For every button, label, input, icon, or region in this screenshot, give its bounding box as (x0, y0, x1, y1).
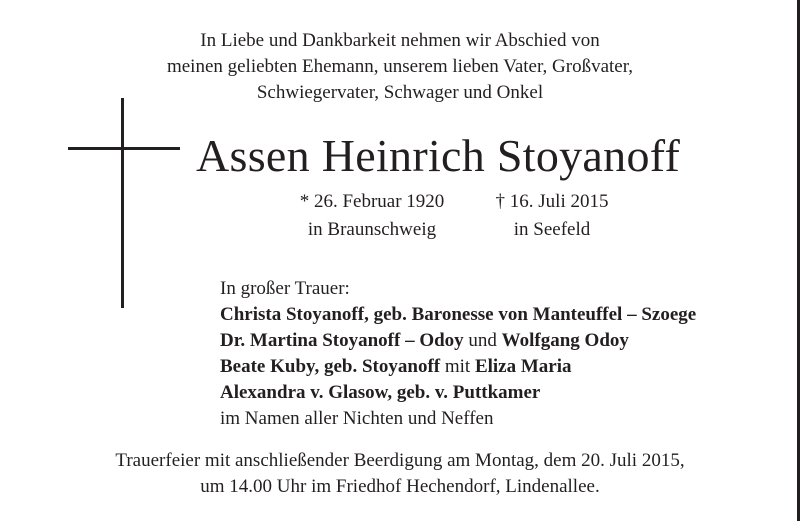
cross-vertical-bar (121, 98, 124, 308)
funeral-line: um 14.00 Uhr im Friedhof Hechendorf, Lindenallee. (200, 476, 600, 497)
intro-text (0, 28, 800, 106)
death-place: in Seefeld (513, 219, 591, 240)
mourner-name: Eliza Maria (474, 356, 572, 377)
birth-place: in Braunschweig (307, 219, 437, 240)
mourner-name: Wolfgang Odoy (501, 330, 629, 351)
funeral-line: Trauerfeier mit anschließender Beerdigung am Montag, dem 20. Juli 2015, (115, 450, 685, 471)
mourners-list (220, 276, 696, 432)
mourners-closing: im Namen aller Nichten und Neffen (220, 408, 494, 429)
birth-date: * 26. Februar 1920 (299, 191, 445, 212)
mourner-connector: und (463, 330, 502, 351)
mourner-line (220, 328, 696, 354)
mourner-name: Dr. Martina Stoyanoff – Odoy (220, 330, 464, 351)
funeral-details (0, 448, 800, 500)
mourner-connector: mit (440, 356, 475, 377)
mourner-line (220, 354, 696, 380)
death-info (482, 188, 622, 244)
intro-line: Schwiegervater, Schwager und Onkel (256, 82, 544, 103)
birth-info (282, 188, 462, 244)
mourner-name: Beate Kuby, geb. Stoyanoff (220, 356, 441, 377)
death-date: † 16. Juli 2015 (495, 191, 609, 212)
deceased-name: Assen Heinrich Stoyanoff (196, 130, 681, 181)
cross-horizontal-bar (68, 147, 180, 150)
mourner-line: Christa Stoyanoff, geb. Baronesse von Manteuffel – Szoege (220, 304, 697, 325)
mourners-heading: In großer Trauer: (220, 278, 350, 299)
intro-line: meinen geliebten Ehemann, unserem lieben Vater, Großvater, (166, 56, 634, 77)
intro-line: In Liebe und Dankbarkeit nehmen wir Abschied von (200, 30, 600, 51)
mourner-line: Alexandra v. Glasow, geb. v. Puttkamer (220, 382, 541, 403)
